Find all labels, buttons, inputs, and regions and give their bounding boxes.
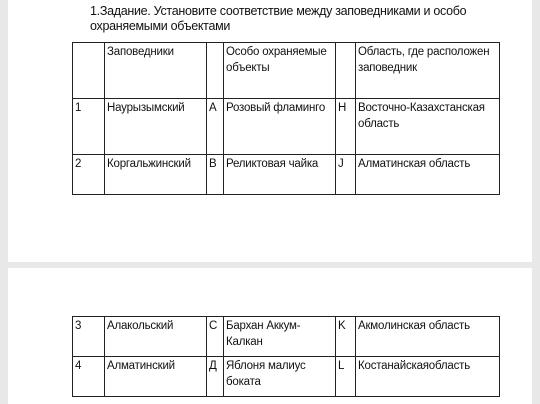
header-region: Область, где расположен заповедник [356, 43, 500, 99]
header-letter2 [336, 43, 356, 99]
row-reserve: Коргальжинский [105, 155, 207, 195]
document-page-1 [8, 0, 532, 262]
row-num: 4 [73, 357, 105, 397]
row-letter1: A [207, 99, 224, 155]
row-letter2: L [336, 357, 356, 397]
header-object: Особо охраняемые объекты [224, 43, 336, 99]
row-num: 1 [73, 99, 105, 155]
header-reserve: Заповедники [105, 43, 207, 99]
row-reserve: Алакольский [105, 317, 207, 357]
matching-table-part-1 [72, 42, 500, 195]
row-letter2: H [336, 99, 356, 155]
row-region: Восточно-Казахстанская область [356, 99, 500, 155]
row-num: 3 [73, 317, 105, 357]
row-letter1: C [207, 317, 224, 357]
row-letter1: Д [207, 357, 224, 397]
table-row [73, 99, 500, 155]
table-header-row [73, 43, 500, 99]
row-letter1: B [207, 155, 224, 195]
row-object: Реликтовая чайка [224, 155, 336, 195]
row-object: Яблоня малиус боката [224, 357, 336, 397]
table-row [73, 317, 500, 357]
row-region: Акмолинская область [356, 317, 500, 357]
row-region: Алматинская область [356, 155, 500, 195]
row-object: Бархан Аккум-Калкан [224, 317, 336, 357]
header-num [73, 43, 105, 99]
header-letter1 [207, 43, 224, 99]
row-region: Костанайскаяобласть [356, 357, 500, 397]
task-title: 1.Задание. Установите соответствие между заповедниками и особо охраняемыми объектами [90, 4, 467, 33]
row-object: Розовый фламинго [224, 99, 336, 155]
table-row [73, 155, 500, 195]
matching-table-part-2 [72, 316, 500, 397]
document-page-2 [8, 268, 532, 404]
row-letter2: J [336, 155, 356, 195]
row-reserve: Наурызымский [105, 99, 207, 155]
row-letter2: K [336, 317, 356, 357]
row-reserve: Алматинский [105, 357, 207, 397]
table-row [73, 357, 500, 397]
row-num: 2 [73, 155, 105, 195]
